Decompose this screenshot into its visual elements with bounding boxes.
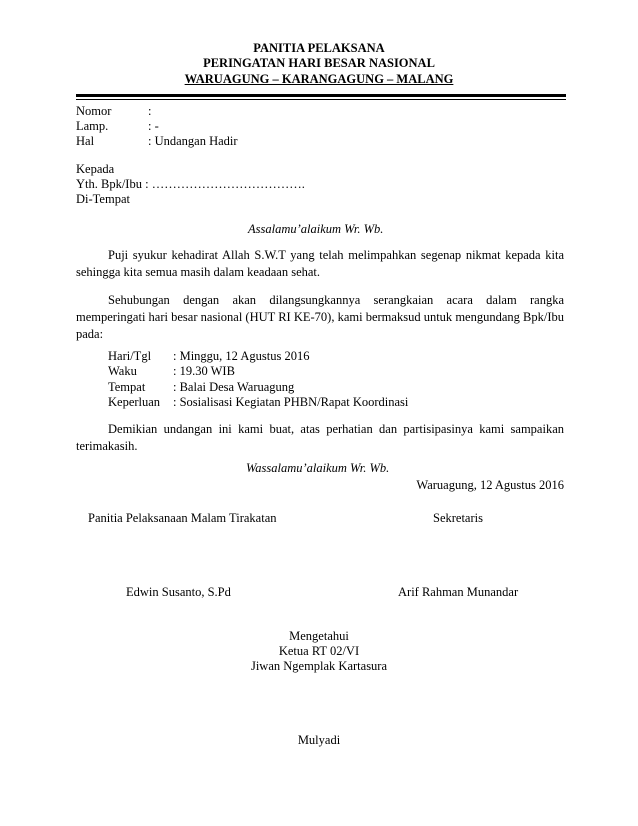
meta-label: Hal <box>76 134 95 148</box>
event-label: Tempat <box>108 380 146 394</box>
paragraph-purpose: Sehubungan dengan akan dilangsungkannya serangkaian acara dalam rangka memperingati hari besar nasional (HUT RI KE-70), kami bermaksud untuk mengundang Bpk/Ibu pada: <box>76 293 564 341</box>
event-row-purpose <box>108 395 408 410</box>
paragraph-opening: Puji syukur kehadirat Allah S.W.T yang telah melimpahkan segenap nikmat kepada kita sehingga kita semua masih dalam keadaan sehat. <box>76 248 564 279</box>
signature-left-title: Panitia Pelaksanaan Malam Tirakatan <box>88 511 277 525</box>
meta-label: Lamp. <box>76 119 109 133</box>
meta-row-hal <box>76 134 238 149</box>
acknowledgement-area: Jiwan Ngemplak Kartasura <box>250 659 388 673</box>
event-value: : Minggu, 12 Agustus 2016 <box>173 349 310 363</box>
event-label: Keperluan <box>108 395 161 409</box>
event-value: : Sosialisasi Kegiatan PHBN/Rapat Koordinasi <box>173 395 409 409</box>
meta-label: Nomor <box>76 104 112 118</box>
meta-value: : Undangan Hadir <box>148 134 238 148</box>
meta-row-nomor <box>76 104 151 119</box>
event-row-time <box>108 364 235 379</box>
org-location: WARUAGUNG – KARANGAGUNG – MALANG <box>184 72 454 86</box>
event-value: : 19.30 WIB <box>173 364 235 378</box>
signature-right-title: Sekretaris <box>433 511 483 525</box>
recipient-place: Di-Tempat <box>76 192 130 206</box>
recipient-yth: Yth. Bpk/Ibu : ………………………………. <box>76 177 305 191</box>
event-row-place <box>108 380 294 395</box>
event-name: PERINGATAN HARI BESAR NASIONAL <box>203 56 435 70</box>
acknowledgement-name: Mulyadi <box>297 733 341 747</box>
header-rule-thick <box>76 94 566 97</box>
meta-value: : - <box>148 119 159 133</box>
meta-row-lamp <box>76 119 159 134</box>
acknowledgement-role: Ketua RT 02/VI <box>278 644 360 658</box>
header-rule-thin <box>76 99 566 100</box>
letter-date: Waruagung, 12 Agustus 2016 <box>416 478 564 492</box>
event-row-date <box>108 349 309 364</box>
org-name: PANITIA PELAKSANA <box>253 41 385 55</box>
greeting: Assalamu’alaikum Wr. Wb. <box>248 222 384 236</box>
event-label: Hari/Tgl <box>108 349 152 363</box>
signature-left-name: Edwin Susanto, S.Pd <box>126 585 231 599</box>
event-value: : Balai Desa Waruagung <box>173 380 295 394</box>
acknowledgement-label: Mengetahui <box>289 629 349 643</box>
recipient-kepada: Kepada <box>76 162 115 176</box>
meta-value: : <box>148 104 152 118</box>
paragraph-closing: Demikian undangan ini kami buat, atas perhatian dan partisipasinya kami sampaikan terimakasih. <box>76 422 564 453</box>
signature-right-name: Arif Rahman Munandar <box>398 585 519 599</box>
event-label: Waku <box>108 364 137 378</box>
closing-salutation: Wassalamu’alaikum Wr. Wb. <box>246 461 390 475</box>
